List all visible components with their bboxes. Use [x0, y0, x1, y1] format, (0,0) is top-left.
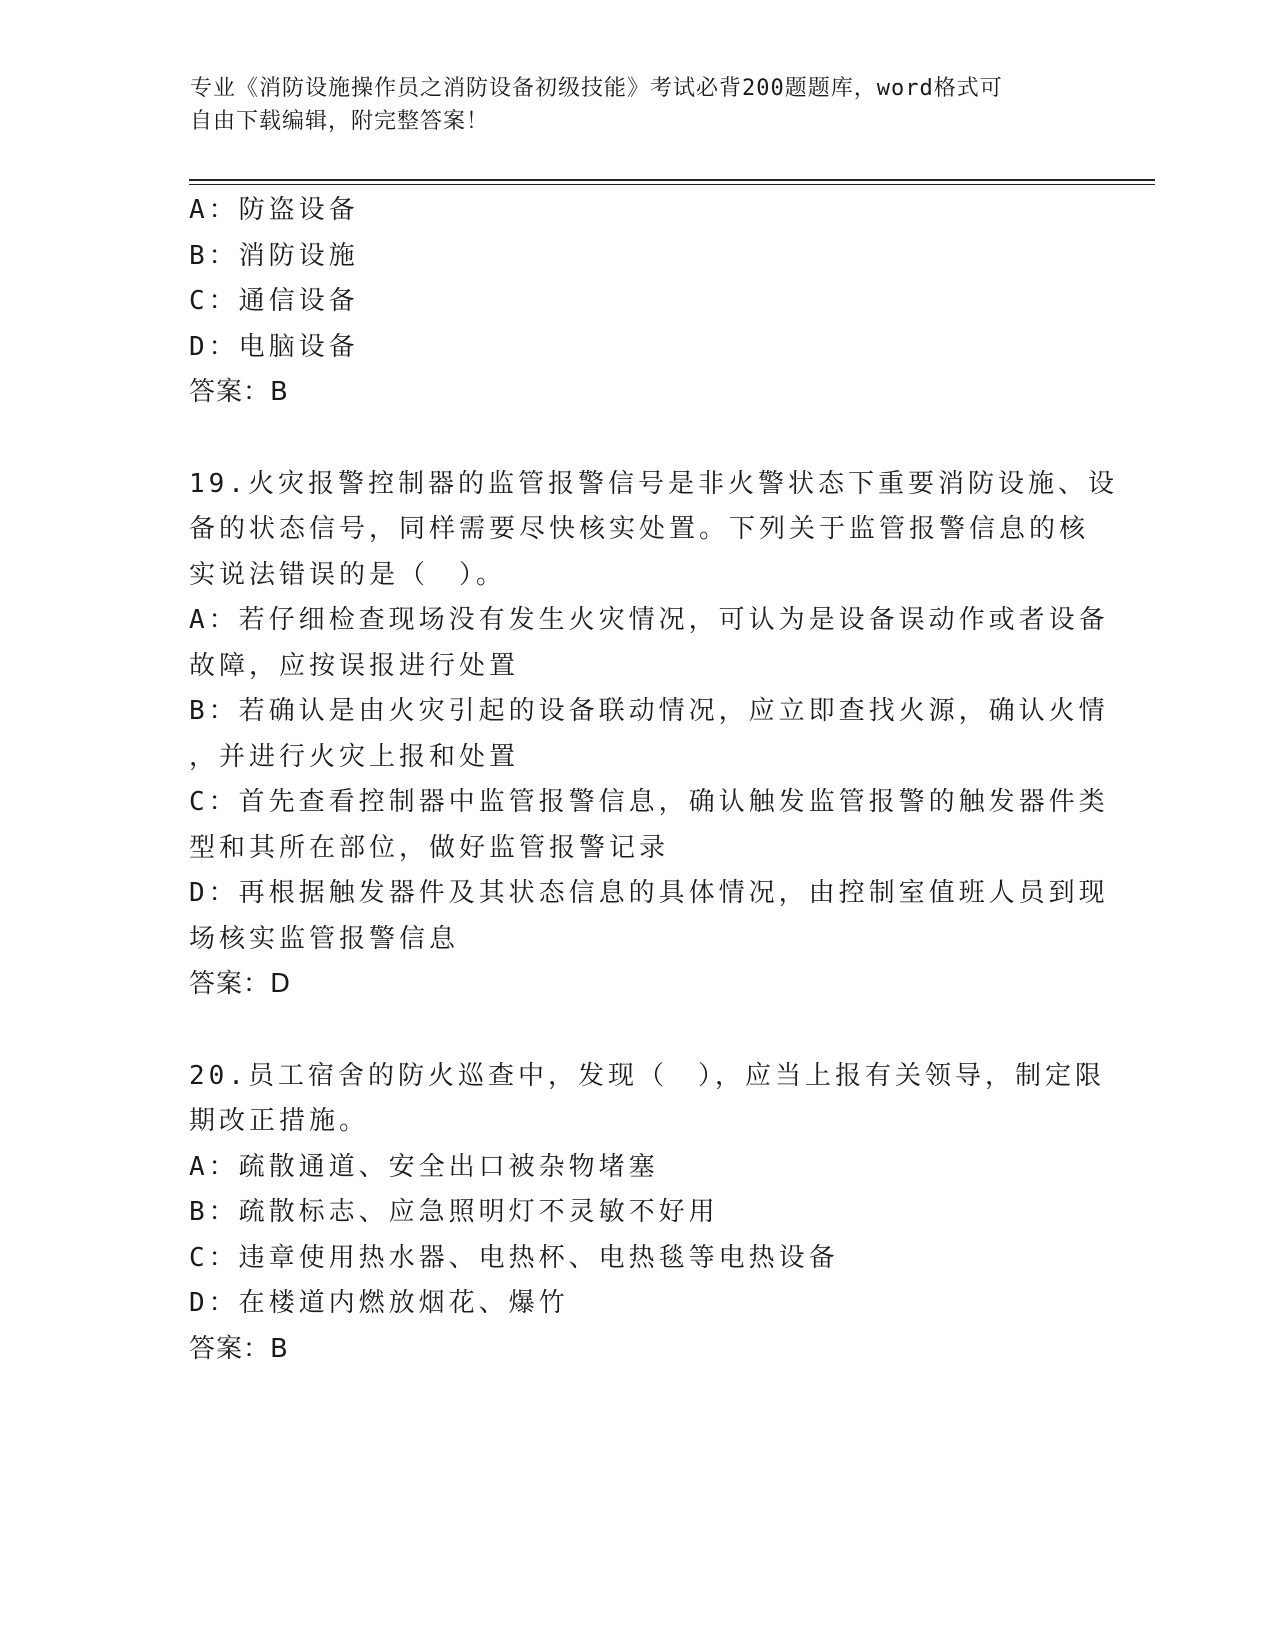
spacer — [189, 1008, 1089, 1054]
question-20 — [189, 1054, 1105, 1373]
header-line: 自由下载编辑，附完整答案！ — [190, 109, 490, 134]
question-stem-line: 19.火灾报警控制器的监管报警信号是非火警状态下重要消防设施、设 — [189, 468, 1118, 499]
header-divider-thin — [189, 184, 1155, 185]
question-stem-line: 期改正措施。 — [189, 1106, 370, 1136]
question-18 — [189, 188, 1089, 416]
option-c: C：违章使用热水器、电热杯、电热毯等电热设备 — [189, 1242, 839, 1273]
answer-line: 答案：B — [189, 1333, 289, 1364]
option-c: C：通信设备 — [189, 286, 359, 316]
answer-line: 答案：B — [189, 377, 289, 407]
header-line: 专业《消防设施操作员之消防设备初级技能》考试必背200题题库，word格式可 — [190, 76, 1003, 101]
option-c-cont: 型和其所在部位，做好监管报警记录 — [189, 832, 670, 863]
question-stem-line: 20.员工宿舍的防火巡查中，发现（ ），应当上报有关领导，制定限 — [189, 1060, 1105, 1091]
question-content — [189, 188, 1118, 1372]
option-b: B：疏散标志、应急照明灯不灵敏不好用 — [189, 1197, 719, 1227]
option-c: C：首先查看控制器中监管报警信息，确认触发监管报警的触发器件类 — [189, 787, 1109, 817]
answer-line: 答案：D — [189, 969, 292, 999]
option-a: A：若仔细检查现场没有发生火灾情况，可认为是设备误动作或者设备 — [189, 605, 1109, 635]
document-header — [190, 72, 1090, 138]
question-stem-line: 实说法错误的是（ ）。 — [189, 559, 507, 590]
option-b: B：消防设施 — [189, 240, 359, 271]
header-divider-thick — [189, 179, 1155, 181]
option-a-cont: 故障，应按误报进行处置 — [189, 650, 520, 681]
option-b: B：若确认是由火灾引起的设备联动情况，应立即查找火源，确认火情 — [189, 696, 1109, 726]
spacer — [189, 416, 1089, 462]
option-b-cont: ，并进行火灾上报和处置 — [189, 741, 520, 772]
option-d: D：电脑设备 — [189, 331, 359, 362]
option-a: A：防盗设备 — [189, 195, 359, 225]
option-d-cont: 场核实监管报警信息 — [189, 923, 460, 954]
option-a: A：疏散通道、安全出口被杂物堵塞 — [189, 1151, 659, 1182]
question-19 — [189, 462, 1118, 1008]
question-stem-line: 备的状态信号，同样需要尽快核实处置。下列关于监管报警信息的核 — [189, 514, 1090, 544]
option-d: D：在楼道内燃放烟花、爆竹 — [189, 1288, 569, 1318]
option-d: D：再根据触发器件及其状态信息的具体情况，由控制室值班人员到现 — [189, 878, 1109, 908]
